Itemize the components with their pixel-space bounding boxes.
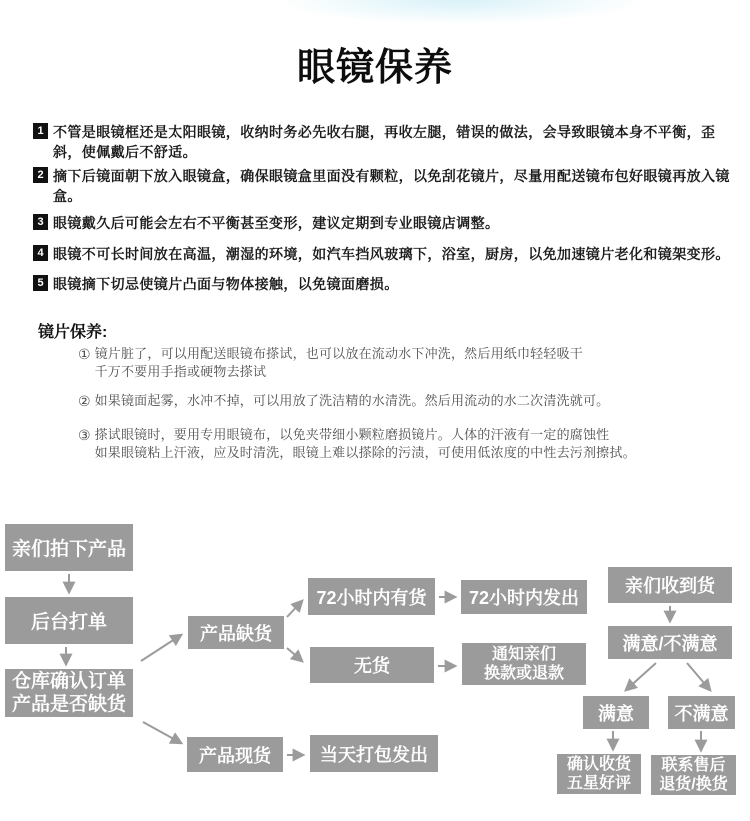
lens-item-line: 搽试眼镜时，要用专用眼镜布，以免夹带细小颗粒磨损镜片。人体的汗液有一定的腐蚀性: [94, 427, 610, 442]
lens-item-line: 千万不要用手指或硬物去搽试: [94, 364, 267, 379]
flow-box-label: 后台打单: [30, 612, 107, 633]
item-number-badge: 3: [33, 214, 48, 230]
circled-number: ②: [78, 393, 91, 409]
flow-box-label: 不满意: [674, 703, 729, 724]
flow-box-label: 无货: [354, 656, 390, 676]
flow-box-label: 换款或退款: [483, 665, 564, 682]
flow-box-label: 联系售后: [661, 757, 726, 774]
flow-box-label: 满意/不满意: [622, 633, 718, 654]
flow-box-label: 亲们拍下产品: [11, 539, 126, 560]
care-item-1: [33, 122, 736, 162]
flow-box-no-stock: [310, 647, 434, 683]
lens-care-item-1: [78, 345, 718, 381]
flow-box-label: 满意: [598, 703, 634, 724]
item-number-badge: 4: [33, 245, 48, 261]
lens-care-item-2: [78, 392, 718, 410]
care-item-text: 不管是眼镜框还是太阳眼镜，收纳时务必先收右腿，再收左腿，错误的做法，会导致眼镜本身不平衡，歪斜，使佩戴后不舒适。: [53, 124, 716, 160]
page-title: 眼镜保养: [296, 47, 453, 89]
flow-box-in-stock: [187, 737, 283, 772]
flow-box-label: 通知亲们: [491, 646, 556, 663]
care-item-text: 眼镜不可长时间放在高温，潮湿的环境，如汽车挡风玻璃下，浴室，厨房，以免加速镜片老化和镜架变形。: [53, 246, 730, 262]
flow-box-satisfied-or-not: [608, 626, 732, 659]
flow-box-label: 退货/换货: [659, 776, 728, 793]
circled-number: ③: [78, 427, 91, 443]
flow-box-ship72: [461, 580, 587, 614]
flow-box-label: 产品现货: [199, 745, 271, 766]
flow-box-unsatisfied: [668, 696, 735, 729]
flow-box-label: 72小时内发出: [468, 588, 580, 608]
lens-item-text: [95, 345, 583, 381]
flow-box-within72: [308, 578, 435, 615]
care-item-text: 摘下后镜面朝下放入眼镜盒，确保眼镜盒里面没有颗粒，以免刮花镜片，尽量用配送镜布包好眼镜再放入镜盒。: [53, 168, 730, 204]
flow-box-order: [5, 524, 133, 571]
flow-box-out-of-stock: [188, 616, 284, 649]
lens-item-line: 如果眼镜粘上汗液，应及时清洗，眼镜上难以搽除的污渍，可使用低浓度的中性去污剂擦拭。: [94, 445, 636, 460]
lens-item-text: [95, 426, 636, 462]
item-number-badge: 5: [33, 275, 48, 291]
care-item-3: [33, 213, 736, 233]
flow-box-label: 确认收货: [566, 756, 631, 773]
flow-box-received: [608, 567, 732, 603]
flow-box-label: 仓库确认订单: [11, 671, 126, 692]
flow-box-warehouse: [5, 669, 133, 717]
item-number-badge: 2: [33, 167, 48, 183]
lens-item-line: 如果镜面起雾，水冲不掉，可以用放了洗洁精的水清洗。然后用流动的水二次清洗就可。: [94, 393, 610, 408]
flow-box-satisfied: [583, 696, 649, 729]
care-item-5: [33, 274, 736, 294]
top-glow-decoration: [280, 0, 640, 24]
flow-box-backend: [5, 597, 133, 644]
care-item-text: 眼镜摘下切忌使镜片凸面与物体接触，以免镜面磨损。: [53, 276, 399, 292]
care-item-text: 眼镜戴久后可能会左右不平衡甚至变形，建议定期到专业眼镜店调整。: [53, 215, 500, 231]
lens-item-line: 镜片脏了，可以用配送眼镜布搽试，也可以放在流动水下冲洗，然后用纸巾轻轻吸干: [94, 346, 583, 361]
flow-box-same-day-ship: [310, 735, 438, 772]
flow-box-label: 产品是否缺货: [11, 694, 126, 715]
flow-box-label: 亲们收到货: [625, 576, 715, 596]
care-item-2: [33, 166, 736, 206]
flow-box-label: 五星好评: [566, 775, 631, 792]
circled-number: ①: [78, 346, 91, 362]
flow-box-label: 产品缺货: [200, 623, 272, 644]
lens-care-heading: 镜片保养:: [38, 324, 108, 341]
lens-item-text: [95, 392, 610, 410]
flow-box-label: 72小时内有货: [316, 587, 427, 608]
flow-box-confirm-receipt: [557, 754, 641, 794]
lens-care-item-3: [78, 426, 718, 462]
flow-box-notify: [462, 643, 586, 685]
flow-box-contact-service: [651, 755, 736, 795]
flow-box-label: 当天打包发出: [320, 744, 428, 765]
care-item-4: [33, 244, 736, 264]
item-number-badge: 1: [33, 123, 48, 139]
